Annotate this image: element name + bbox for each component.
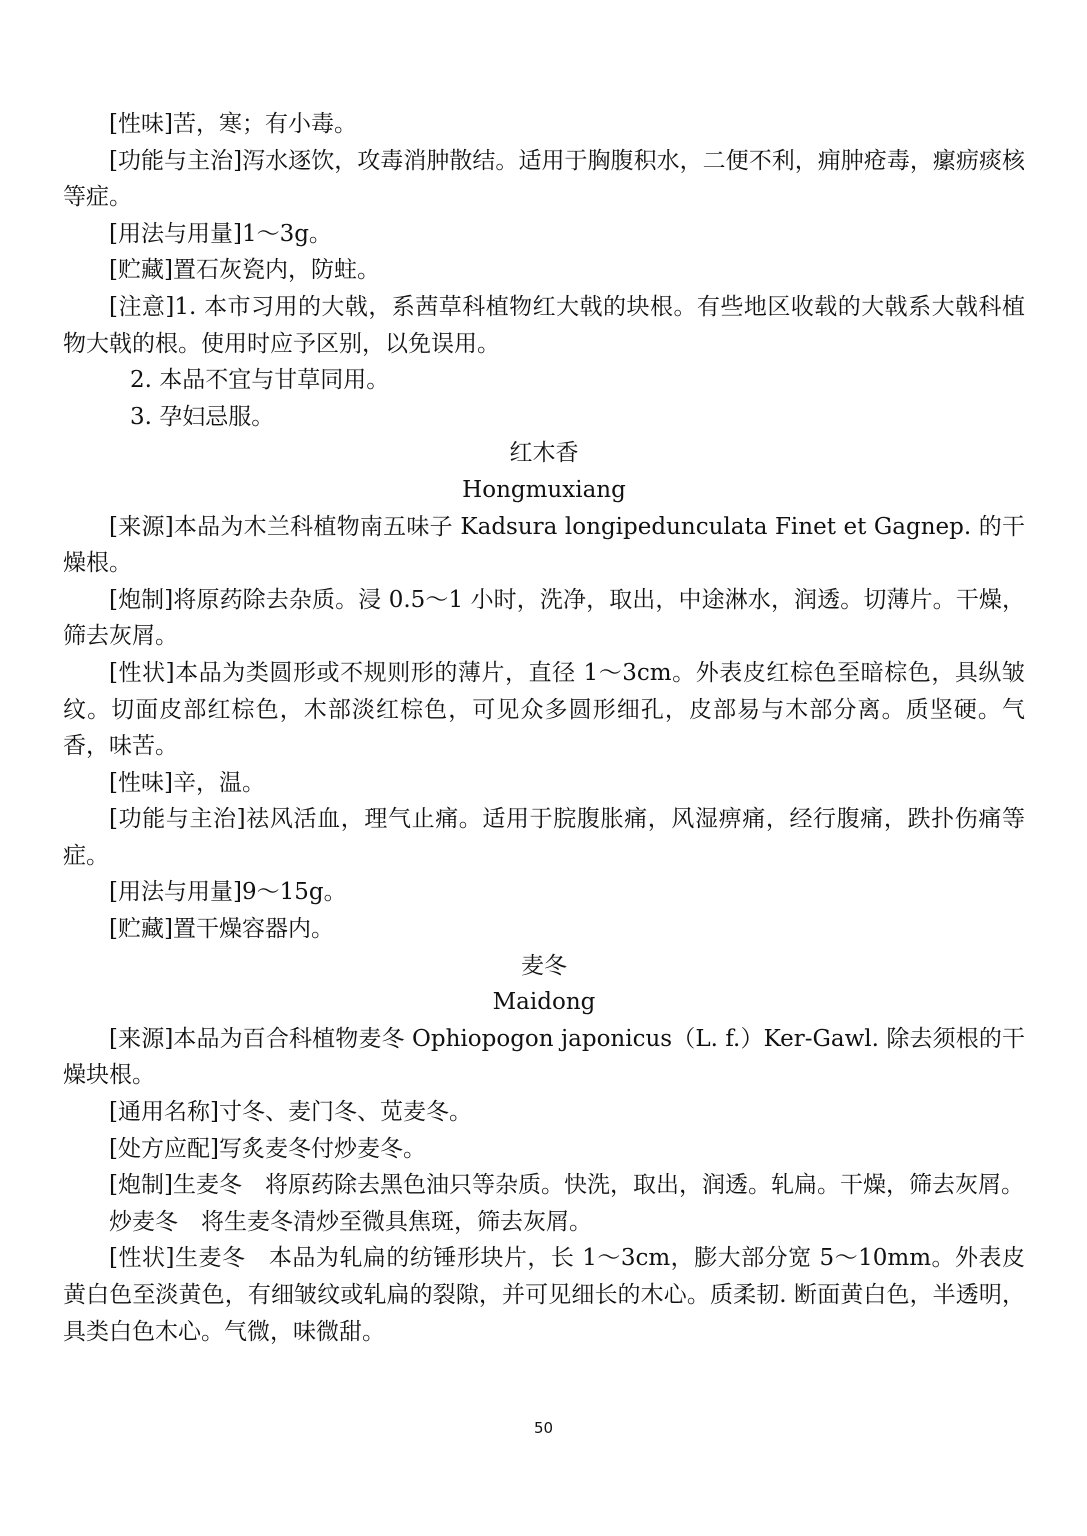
text-line: [性味]辛，温。 [109, 769, 265, 796]
text-line: [功能与主治]祛风活血，理气止痛。适用于脘腹胀痛，风湿痹痛，经行腹痛，跌扑伤痛等症。 [63, 806, 1025, 869]
text-line: [来源]本品为百合科植物麦冬 Ophiopogon japonicus（L. f.）Ker-Gawl. 除去须根的干燥块根。 [63, 1025, 1025, 1089]
text-line: 2. 本品不宜与甘草同用。 [130, 367, 390, 394]
text-line: [炮制]将原药除去杂质。浸 0.5～1 小时，洗净，取出，中途淋水，润透。切薄片。干燥，筛去灰屑。 [63, 586, 1025, 650]
text-line: [性味]苦，寒；有小毒。 [109, 111, 357, 137]
text-line: [用法与用量]9～15g。 [109, 879, 347, 906]
text-line: [处方应配]写炙麦冬付炒麦冬。 [109, 1135, 426, 1162]
text-line: [用法与用量]1～3g。 [109, 220, 332, 247]
text-line: [来源]本品为木兰科植物南五味子 Kadsura longipedunculata Finet et Gagnep. 的干燥根。 [63, 513, 1025, 577]
text-line: [贮藏]置干燥容器内。 [109, 916, 334, 943]
text-line: 炒麦冬 将生麦冬清炒至微具焦斑，筛去灰屑。 [109, 1208, 592, 1235]
entry-title-chinese: 麦冬 [521, 952, 567, 979]
text-line: 3. 孕妇忌服。 [130, 403, 275, 430]
text-line: [贮藏]置石灰瓷内，防蛀。 [109, 257, 380, 284]
entry-title-pinyin: Maidong [492, 989, 596, 1016]
text-line: [通用名称]寸冬、麦门冬、苋麦冬。 [109, 1099, 472, 1126]
entry-title-pinyin: Hongmuxiang [462, 476, 626, 503]
entry-title-chinese: 红木香 [509, 440, 579, 467]
text-line: [功能与主治]泻水逐饮，攻毒消肿散结。适用于胸腹积水，二便不利，痈肿疮毒，瘰疬痰核等症。 [63, 147, 1025, 211]
text-line: [性状]生麦冬 本品为轧扁的纺锤形块片，长 1～3cm，膨大部分宽 5～10mm。外表皮黄白色至淡黄色，有细皱纹或轧扁的裂隙，并可见细长的木心。质柔韧. 断面黄白色，半透明，具类白色木心。气微，味微甜。 [63, 1245, 1025, 1345]
document-body [63, 106, 1025, 1350]
text-line: [注意]1. 本市习用的大戟，系茜草科植物红大戟的块根。有些地区收载的大戟系大戟科植物大戟的根。使用时应予区别，以免误用。 [63, 293, 1025, 357]
text-line: [性状]本品为类圆形或不规则形的薄片，直径 1～3cm。外表皮红棕色至暗棕色，具纵皱纹。切面皮部红棕色，木部淡红棕色，可见众多圆形细孔，皮部易与木部分离。质坚硬。气香，味苦。 [63, 659, 1025, 760]
text-line: [炮制]生麦冬 将原药除去黑色油只等杂质。快洗，取出，润透。轧扁。干燥，筛去灰屑。 [109, 1172, 1024, 1199]
page-number: 50 [533, 1419, 554, 1437]
